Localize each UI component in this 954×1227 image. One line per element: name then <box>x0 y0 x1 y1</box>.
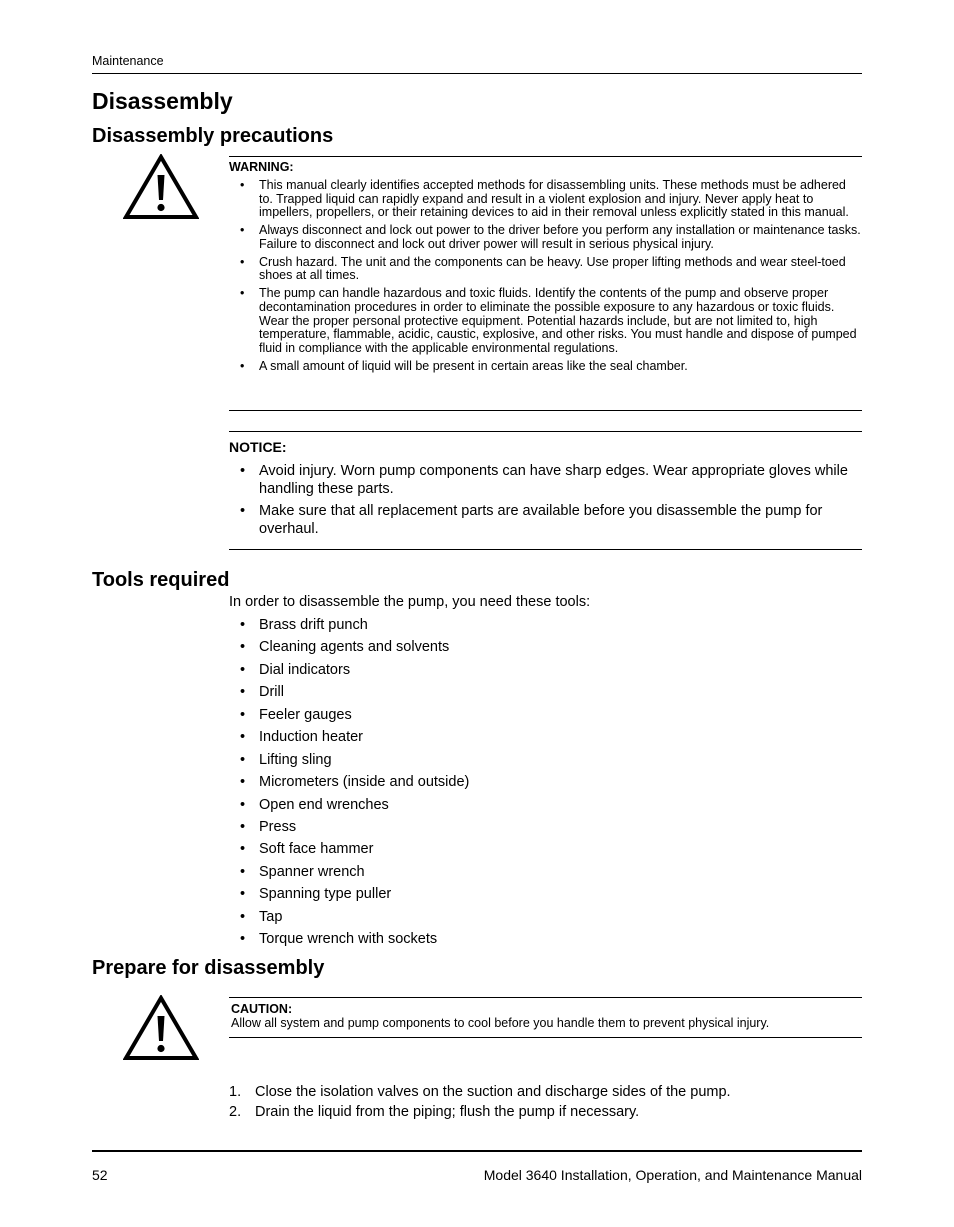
section-heading-prepare: Prepare for disassembly <box>92 957 325 979</box>
step-text: Close the isolation valves on the suction and discharge sides of the pump. <box>255 1084 731 1100</box>
list-item: • Cleaning agents and solvents <box>229 638 862 660</box>
list-item: • Micrometers (inside and outside) <box>229 773 862 795</box>
notice-item: • Make sure that all replacement parts are available before you disassemble the pump for overhaul. <box>229 502 862 538</box>
manual-title: Model 3640 Installation, Operation, and Maintenance Manual <box>483 1167 862 1183</box>
caution-label: CAUTION: <box>231 1002 293 1016</box>
caution-top-rule <box>229 997 862 998</box>
list-item: • Open end wrenches <box>229 796 862 818</box>
section-heading-tools: Tools required <box>92 569 230 591</box>
warning-list <box>229 179 862 378</box>
page-number: 52 <box>92 1167 108 1183</box>
warning-item: • Crush hazard. The unit and the components can be heavy. Use proper lifting methods and wear steel-toed shoes at all times. <box>229 256 862 283</box>
list-item: • Brass drift punch <box>229 616 862 638</box>
notice-label: NOTICE: <box>229 439 287 455</box>
caution-bottom-rule <box>229 1037 862 1038</box>
footer-rule <box>92 1150 862 1152</box>
list-item: • Lifting sling <box>229 751 862 773</box>
header-rule <box>92 73 862 74</box>
warning-bottom-rule <box>229 410 862 411</box>
list-item: • Spanner wrench <box>229 863 862 885</box>
list-item: • Torque wrench with sockets <box>229 930 862 952</box>
running-header: Maintenance <box>92 54 164 68</box>
tools-intro: In order to disassemble the pump, you need these tools: <box>229 594 591 610</box>
warning-item: • A small amount of liquid will be present in certain areas like the seal chamber. <box>229 360 862 374</box>
warning-item: • This manual clearly identifies accepted methods for disassembling units. These methods must be adhered to. Trapped liquid can rapidly expand and result in a violent explosion and injury. Never apply heat to impellers, propellers, or their retaining devices to aid in their removal unless explicitly stated in this manual. <box>229 179 862 220</box>
notice-top-rule <box>229 431 862 432</box>
section-heading-precautions: Disassembly precautions <box>92 125 334 147</box>
list-item: • Soft face hammer <box>229 840 862 862</box>
caution-text: Allow all system and pump components to cool before you handle them to prevent physical injury. <box>231 1016 770 1030</box>
notice-bottom-rule <box>229 549 862 550</box>
list-item: • Tap <box>229 908 862 930</box>
warning-triangle-icon <box>123 154 199 220</box>
step-number: 1. <box>229 1084 242 1100</box>
list-item: • Induction heater <box>229 728 862 750</box>
step-item <box>229 1083 862 1103</box>
list-item: • Spanning type puller <box>229 885 862 907</box>
step-item <box>229 1103 862 1123</box>
warning-item: • The pump can handle hazardous and toxic fluids. Identify the contents of the pump and observe proper decontamination procedures in order to eliminate the possible exposure to any hazardous or toxic fluids. Wear the proper personal protective equipment. Potential hazards include, but are not limited to, high temperature, flammable, acidic, caustic, explosive, and other risks. You must handle and dispose of pumped fluid in compliance with the applicable environmental regulations. <box>229 287 862 355</box>
warning-label: WARNING: <box>229 160 294 174</box>
list-item: • Feeler gauges <box>229 706 862 728</box>
tools-list <box>229 616 862 953</box>
warning-item: • Always disconnect and lock out power to the driver before you perform any installation or maintenance tasks. Failure to disconnect and lock out driver power will result in serious physical injury. <box>229 224 862 251</box>
list-item: • Drill <box>229 683 862 705</box>
step-text: Drain the liquid from the piping; flush the pump if necessary. <box>255 1104 640 1120</box>
list-item: • Dial indicators <box>229 661 862 683</box>
page-title: Disassembly <box>92 88 233 114</box>
step-number: 2. <box>229 1104 242 1120</box>
notice-list <box>229 462 862 542</box>
warning-top-rule <box>229 156 862 157</box>
list-item: • Press <box>229 818 862 840</box>
notice-item: • Avoid injury. Worn pump components can have sharp edges. Wear appropriate gloves while handling these parts. <box>229 462 862 498</box>
warning-triangle-icon <box>123 995 199 1061</box>
procedure-steps <box>229 1083 862 1123</box>
